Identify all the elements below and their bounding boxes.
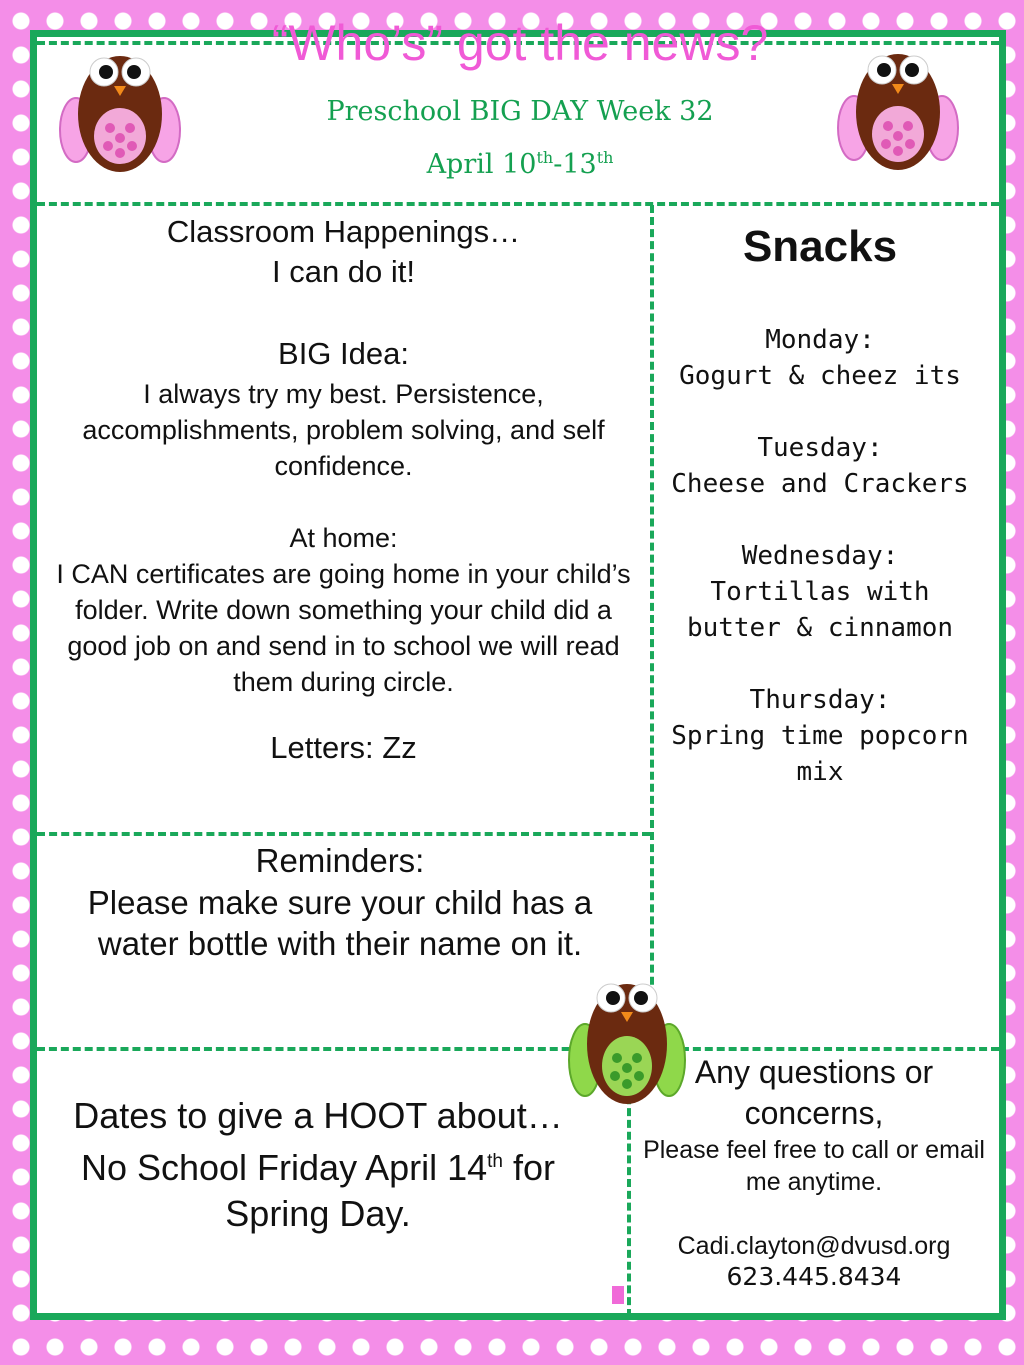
snacks-heading: Snacks — [742, 222, 898, 271]
snack-entry-monday — [656, 322, 984, 394]
reminders-section — [60, 840, 620, 964]
snack-day: Wednesday: — [741, 541, 899, 571]
snack-day: Monday: — [765, 325, 875, 355]
big-idea-label: BIG Idea: — [278, 336, 409, 371]
snack-entry-wednesday — [656, 538, 984, 646]
contact-email[interactable]: Cadi.clayton@dvusd.org — [677, 1232, 951, 1260]
at-home-label: At home: — [289, 523, 398, 553]
classroom-theme: I can do it! — [271, 254, 416, 289]
big-idea-text: I always try my best. Persistence, accomplishments, problem solving, and self confidence. — [82, 379, 605, 481]
contact-text: Please feel free to call or email me anytime. — [643, 1136, 985, 1196]
at-home-text: I CAN certificates are going home in your child’s folder. Write down something your child did a good job on and send in to school we will read them during circle. — [56, 559, 631, 697]
newsletter-subtitle: Preschool BIG DAY Week 32 — [326, 96, 714, 127]
decorative-square — [612, 1286, 624, 1304]
snack-day: Tuesday: — [757, 433, 883, 463]
hoot-heading: Dates to give a HOOT about… — [73, 1095, 563, 1136]
reminders-label: Reminders: — [255, 842, 425, 879]
snack-entry-tuesday — [656, 430, 984, 502]
column-divider — [650, 205, 654, 1045]
no-school-line: No School Friday April 14th for — [80, 1147, 556, 1188]
snacks-section — [656, 222, 984, 790]
snack-item: Gogurt & cheez its — [679, 361, 961, 391]
classroom-heading: Classroom Happenings… — [166, 214, 521, 249]
letters-of-week: Letters: Zz — [270, 730, 417, 765]
week-dates: April 10th-13th — [426, 148, 614, 180]
snack-day: Thursday: — [749, 685, 891, 715]
classroom-happenings-section — [46, 212, 641, 768]
contact-heading: Any questions or concerns, — [694, 1054, 934, 1131]
hoot-dates-section — [42, 1093, 594, 1237]
reminders-text: Please make sure your child has a water bottle with their name on it. — [87, 884, 593, 962]
snack-item: Spring time popcorn mix — [671, 721, 969, 787]
snack-item: Tortillas with butter & cinnamon — [686, 577, 954, 643]
header-divider — [37, 202, 999, 206]
bottom-divider — [37, 1047, 999, 1051]
no-school-reason: Spring Day. — [225, 1193, 411, 1234]
contact-section — [634, 1052, 994, 1292]
newsletter-title: “Who’s” got the news? — [271, 15, 769, 71]
snack-item: Cheese and Crackers — [671, 469, 969, 499]
contact-phone[interactable]: 623.445.8434 — [726, 1262, 902, 1291]
snack-entry-thursday — [656, 682, 984, 790]
reminders-divider — [37, 832, 650, 836]
